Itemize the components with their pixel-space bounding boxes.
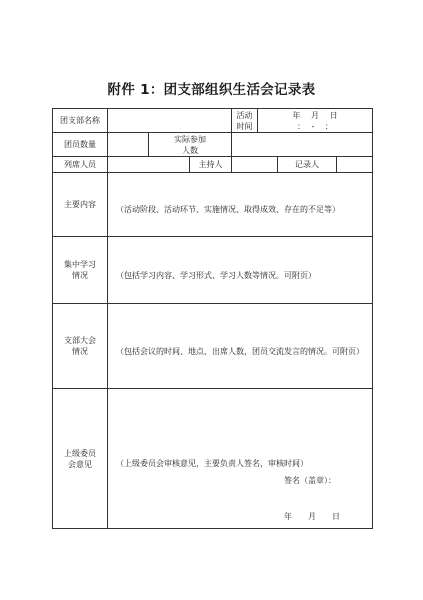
assembly-label: 支部大会 情况 [53,304,108,389]
activity-date-text: 年 月 日 [292,110,338,120]
assembly-field[interactable] [108,304,373,389]
activity-time-label: 活动 时间 [232,109,258,133]
row-members [53,133,373,157]
activity-clock-text: ： - ： [297,121,333,131]
activity-time-field[interactable] [258,109,373,133]
recorder-field[interactable] [337,157,373,173]
page-title: 附件 1：团支部组织生活会记录表 [107,82,316,98]
host-field[interactable] [232,157,278,173]
row-branch-time [53,109,373,133]
study-label: 集中学习 情况 [53,237,108,304]
member-count-field[interactable] [108,133,149,157]
attendees-field[interactable] [108,157,190,173]
row-attendees [53,157,373,173]
review-field[interactable] [108,389,373,529]
study-field[interactable] [108,237,373,304]
attendees-label: 列席人员 [53,157,108,173]
row-review [53,389,373,529]
review-label: 上级委员 会意见 [53,389,108,529]
assembly-hint: （包括会议的时间、地点、出席人数，团员交流发言的情况。可附页） [116,346,364,356]
member-count-label: 团员数量 [53,133,108,157]
record-form-table [52,108,373,529]
recorder-label: 记录人 [278,157,337,173]
main-content-label: 主要内容 [53,173,108,237]
row-study [53,237,373,304]
host-label: 主持人 [190,157,232,173]
review-hint: （上级委员会审核意见，主要负责人签名，审核时间） [116,459,308,468]
signature-label: 签名（盖章）： [284,476,336,485]
review-date-label: 年 月 日 [284,512,340,521]
main-content-hint: （活动阶段、活动环节、实施情况、取得成效、存在的不足等） [116,205,340,214]
study-hint: （包括学习内容、学习形式、学习人数等情况。可附页） [116,270,316,280]
main-content-field[interactable] [108,173,373,237]
branch-name-field[interactable] [108,109,232,133]
row-assembly [53,304,373,389]
actual-attendance-field[interactable] [232,133,373,157]
actual-attendance-label: 实际参加 人数 [149,133,232,157]
row-main-content [53,173,373,237]
branch-name-label: 团支部名称 [53,109,108,133]
